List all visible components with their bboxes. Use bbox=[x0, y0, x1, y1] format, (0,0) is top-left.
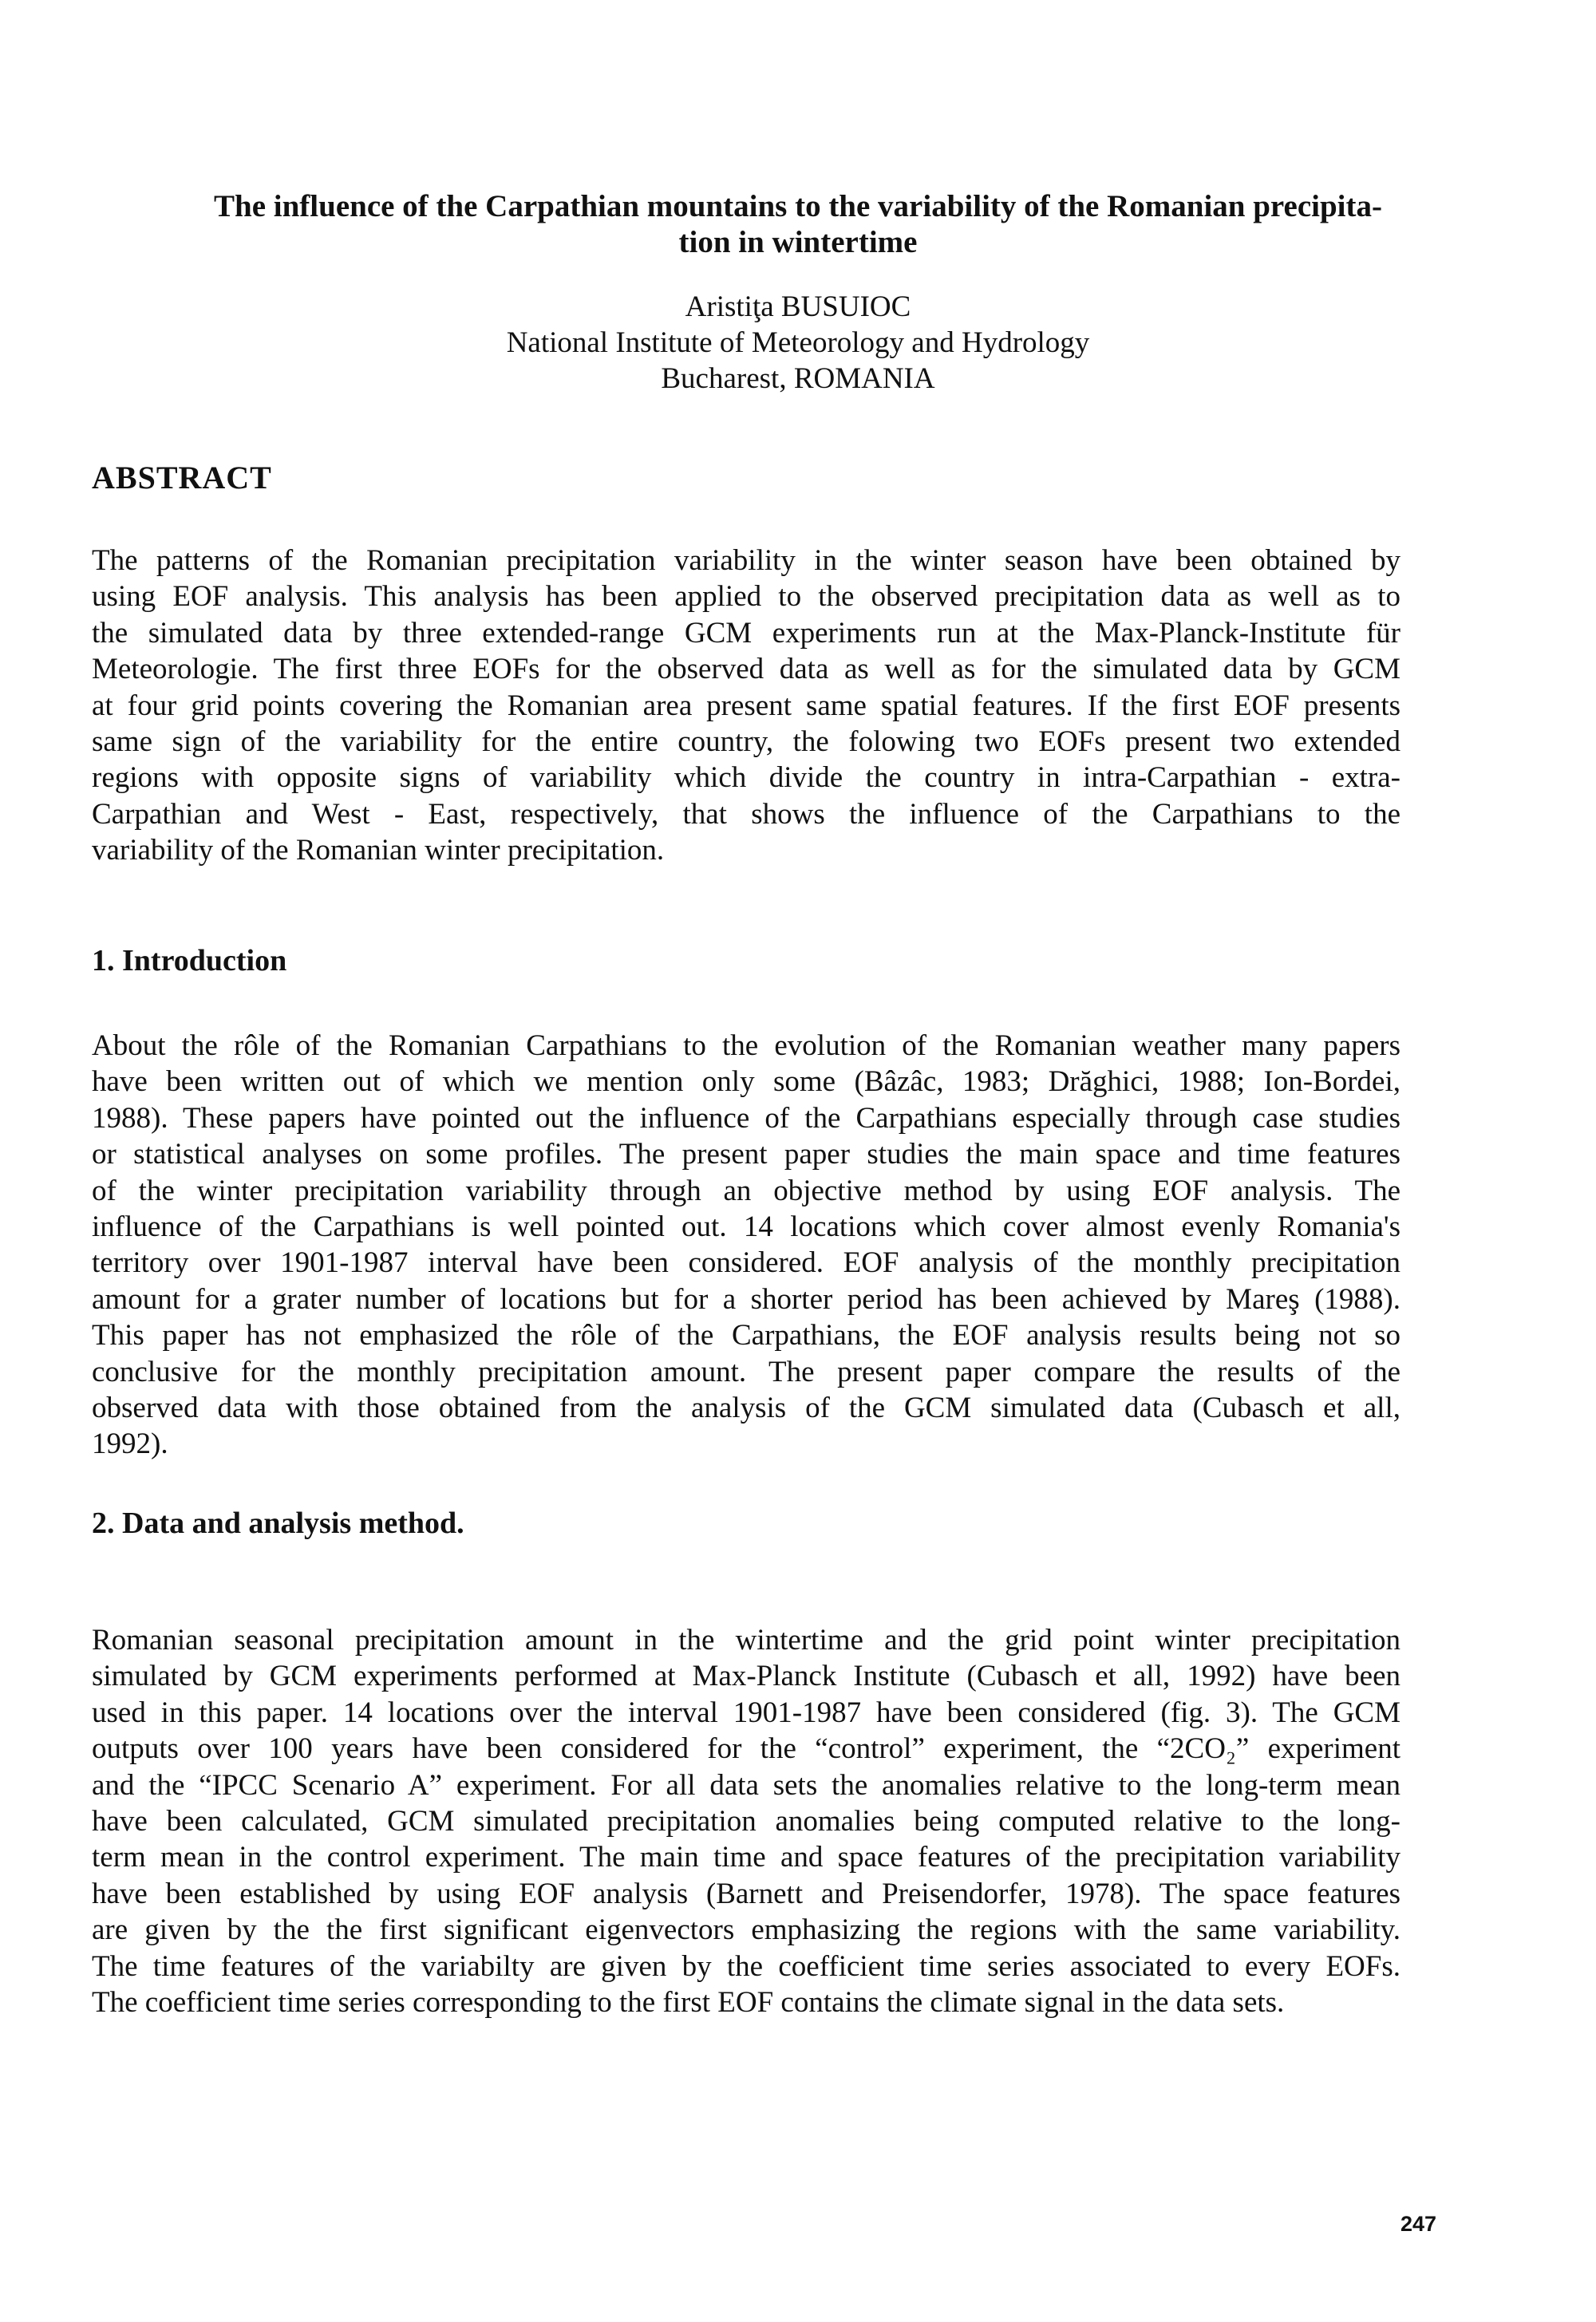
title-line: tion in wintertime bbox=[678, 225, 918, 259]
paper-title bbox=[0, 188, 1596, 260]
data-method-body bbox=[92, 1622, 1400, 2020]
author-name: Aristiţa BUSUIOC bbox=[685, 290, 911, 323]
text-line: outputs over 100 years have been considered for the “control” experiment, the “2CO₂” experiment bbox=[92, 1732, 1400, 1766]
text-line: same sign of the variability for the entire country, the folowing two EOFs present two extended bbox=[92, 725, 1400, 759]
text-line: conclusive for the monthly precipitation amount. The present paper compare the results of the bbox=[92, 1355, 1400, 1388]
text-line: The time features of the variabilty are given by the coefficient time series associated to every EOFs. bbox=[92, 1949, 1400, 1983]
text-line: using EOF analysis. This analysis has been applied to the observed precipitation data as well as to bbox=[92, 580, 1400, 614]
text-line: This paper has not emphasized the rôle of the Carpathians, the EOF analysis results being not so bbox=[92, 1319, 1400, 1353]
text-line: Romanian seasonal precipitation amount in the wintertime and the grid point winter precipitation bbox=[92, 1624, 1400, 1657]
author-block bbox=[0, 289, 1596, 397]
abstract-heading: ABSTRACT bbox=[92, 460, 272, 496]
author-institution: National Institute of Meteorology and Hydrology bbox=[506, 326, 1090, 359]
text-line: are given by the the first significant eigenvectors emphasizing the regions with the same variability. bbox=[92, 1913, 1400, 1947]
text-line: variability of the Romanian winter precipitation. bbox=[92, 834, 665, 867]
text-line: The patterns of the Romanian precipitation variability in the winter season have been obtained by bbox=[92, 544, 1400, 577]
text-line: About the rôle of the Romanian Carpathians to the evolution of the Romanian weather many papers bbox=[92, 1029, 1400, 1062]
abstract-body bbox=[92, 543, 1400, 869]
text-line: have been calculated, GCM simulated precipitation anomalies being computed relative to the long- bbox=[92, 1805, 1400, 1838]
text-line: have been established by using EOF analysis (Barnett and Preisendorfer, 1978). The space features bbox=[92, 1877, 1400, 1910]
text-line: amount for a grater number of locations but for a shorter period has been achieved by Mareş (1988). bbox=[92, 1282, 1400, 1316]
text-line: simulated by GCM experiments performed at Max-Planck Institute (Cubasch et all, 1992) have been bbox=[92, 1660, 1400, 1693]
text-line: observed data with those obtained from the analysis of the GCM simulated data (Cubasch et all, bbox=[92, 1392, 1400, 1425]
text-line: at four grid points covering the Romanian area present same spatial features. If the first EOF presents bbox=[92, 689, 1400, 722]
text-line: have been written out of which we mention only some (Bâzâc, 1983; Drăghici, 1988; Ion-Bordei, bbox=[92, 1065, 1400, 1099]
text-line: the simulated data by three extended-range GCM experiments run at the Max-Planck-Institute für bbox=[92, 616, 1400, 650]
text-line: Meteorologie. The first three EOFs for the observed data as well as for the simulated data by GCM bbox=[92, 653, 1400, 686]
text-line: The coefficient time series corresponding to the first EOF contains the climate signal in the data sets. bbox=[92, 1986, 1285, 2020]
text-line: and the “IPCC Scenario A” experiment. For all data sets the anomalies relative to the long-term mean bbox=[92, 1768, 1400, 1802]
text-line: or statistical analyses on some profiles. The present paper studies the main space and time features bbox=[92, 1138, 1400, 1171]
text-line: influence of the Carpathians is well pointed out. 14 locations which cover almost evenly Romania's bbox=[92, 1210, 1400, 1244]
text-line: 1992). bbox=[92, 1428, 168, 1461]
text-line: territory over 1901-1987 interval have been considered. EOF analysis of the monthly precipitation bbox=[92, 1246, 1400, 1280]
author-location: Bucharest, ROMANIA bbox=[661, 362, 935, 395]
text-line: 1988). These papers have pointed out the influence of the Carpathians especially through case studies bbox=[92, 1101, 1400, 1135]
introduction-body bbox=[92, 1028, 1400, 1463]
text-line: used in this paper. 14 locations over the interval 1901-1987 have been considered (fig. 3). The GCM bbox=[92, 1696, 1400, 1729]
text-line: Carpathian and West - East, respectively, that shows the influence of the Carpathians to the bbox=[92, 797, 1400, 831]
section-heading-introduction: 1. Introduction bbox=[92, 944, 287, 977]
text-line: term mean in the control experiment. The main time and space features of the precipitation variability bbox=[92, 1841, 1400, 1874]
text-line: of the winter precipitation variability through an objective method by using EOF analysis. The bbox=[92, 1174, 1400, 1207]
page-number: 247 bbox=[1400, 2212, 1437, 2236]
text-line: regions with opposite signs of variability which divide the country in intra-Carpathian - extra- bbox=[92, 761, 1400, 795]
section-heading-data-method: 2. Data and analysis method. bbox=[92, 1507, 464, 1540]
title-line: The influence of the Carpathian mountains to the variability of the Romanian precipita- bbox=[214, 189, 1382, 223]
